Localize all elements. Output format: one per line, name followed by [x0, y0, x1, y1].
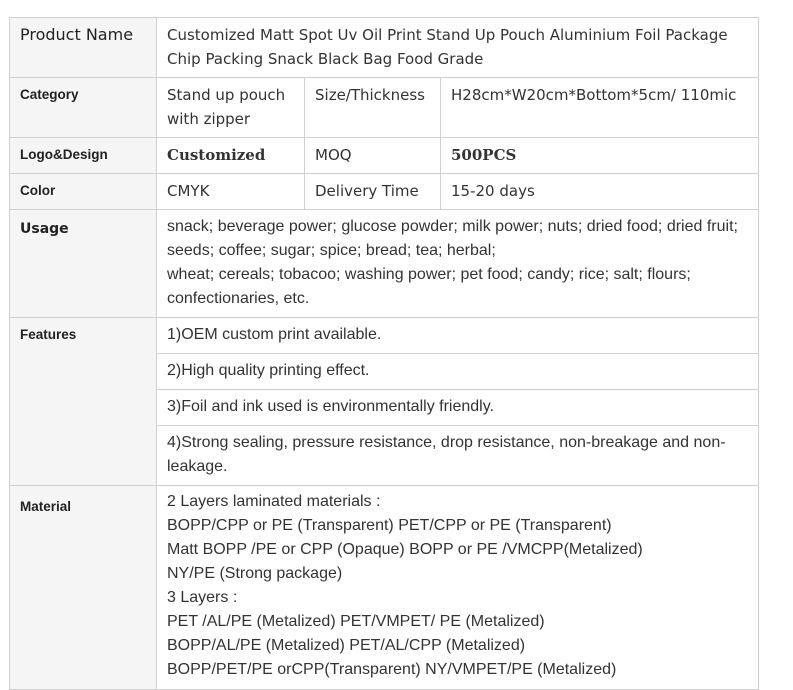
size-thickness-label: Size/Thickness	[305, 78, 441, 138]
features-label: Features	[10, 318, 157, 486]
material-line: BOPP/AL/PE (Metalized) PET/AL/CPP (Metalized)	[167, 637, 526, 654]
category-value: Stand up pouch with zipper	[157, 78, 305, 138]
row-usage	[10, 210, 759, 318]
material-line: Matt BOPP /PE or CPP (Opaque) BOPP or PE /VMCPP(Metalized)	[167, 541, 643, 558]
moq-label: MOQ	[305, 138, 441, 174]
feature-item: 4)Strong sealing, pressure resistance, drop resistance, non-breakage and non-leakage.	[157, 426, 759, 486]
moq-value: 500PCS	[441, 138, 759, 174]
delivery-time-label: Delivery Time	[305, 174, 441, 210]
color-value: CMYK	[157, 174, 305, 210]
usage-line: snack; beverage power; glucose powder; milk power; nuts; dried food; dried fruit;	[167, 218, 738, 235]
material-line: 3 Layers :	[167, 589, 238, 606]
usage-value	[157, 210, 759, 318]
material-line: PET /AL/PE (Metalized) PET/VMPET/ PE (Metalized)	[167, 613, 545, 630]
row-product-name	[10, 18, 759, 78]
delivery-time-value: 15-20 days	[441, 174, 759, 210]
row-color	[10, 174, 759, 210]
size-thickness-value: H28cm*W20cm*Bottom*5cm/ 110mic	[441, 78, 759, 138]
logo-design-value: Customized	[157, 138, 305, 174]
row-features-1	[10, 318, 759, 354]
material-value	[157, 486, 759, 690]
material-line: NY/PE (Strong package)	[167, 565, 343, 582]
color-label: Color	[10, 174, 157, 210]
material-label: Material	[10, 486, 157, 690]
feature-item: 3)Foil and ink used is environmentally friendly.	[157, 390, 759, 426]
logo-design-label: Logo&Design	[10, 138, 157, 174]
feature-item: 2)High quality printing effect.	[157, 354, 759, 390]
feature-item: 1)OEM custom print available.	[157, 318, 759, 354]
usage-label: Usage	[10, 210, 157, 318]
usage-line: confectionaries, etc.	[167, 290, 310, 307]
row-logo-design	[10, 138, 759, 174]
product-name-value: Customized Matt Spot Uv Oil Print Stand Up Pouch Aluminium Foil Package Chip Packing Snack Black Bag Food Grade	[157, 18, 759, 78]
product-spec-table	[9, 17, 759, 690]
usage-line: wheat; cereals; tobacoo; washing power; pet food; candy; rice; salt; flours;	[167, 266, 691, 283]
row-material	[10, 486, 759, 690]
material-line: BOPP/PET/PE orCPP(Transparent) NY/VMPET/PE (Metalized)	[167, 661, 617, 678]
product-name-label: Product Name	[10, 18, 157, 78]
material-line: 2 Layers laminated materials :	[167, 493, 381, 510]
row-category	[10, 78, 759, 138]
usage-line: seeds; coffee; sugar; spice; bread; tea; herbal;	[167, 242, 496, 259]
material-line: BOPP/CPP or PE (Transparent) PET/CPP or PE (Transparent)	[167, 517, 612, 534]
category-label: Category	[10, 78, 157, 138]
